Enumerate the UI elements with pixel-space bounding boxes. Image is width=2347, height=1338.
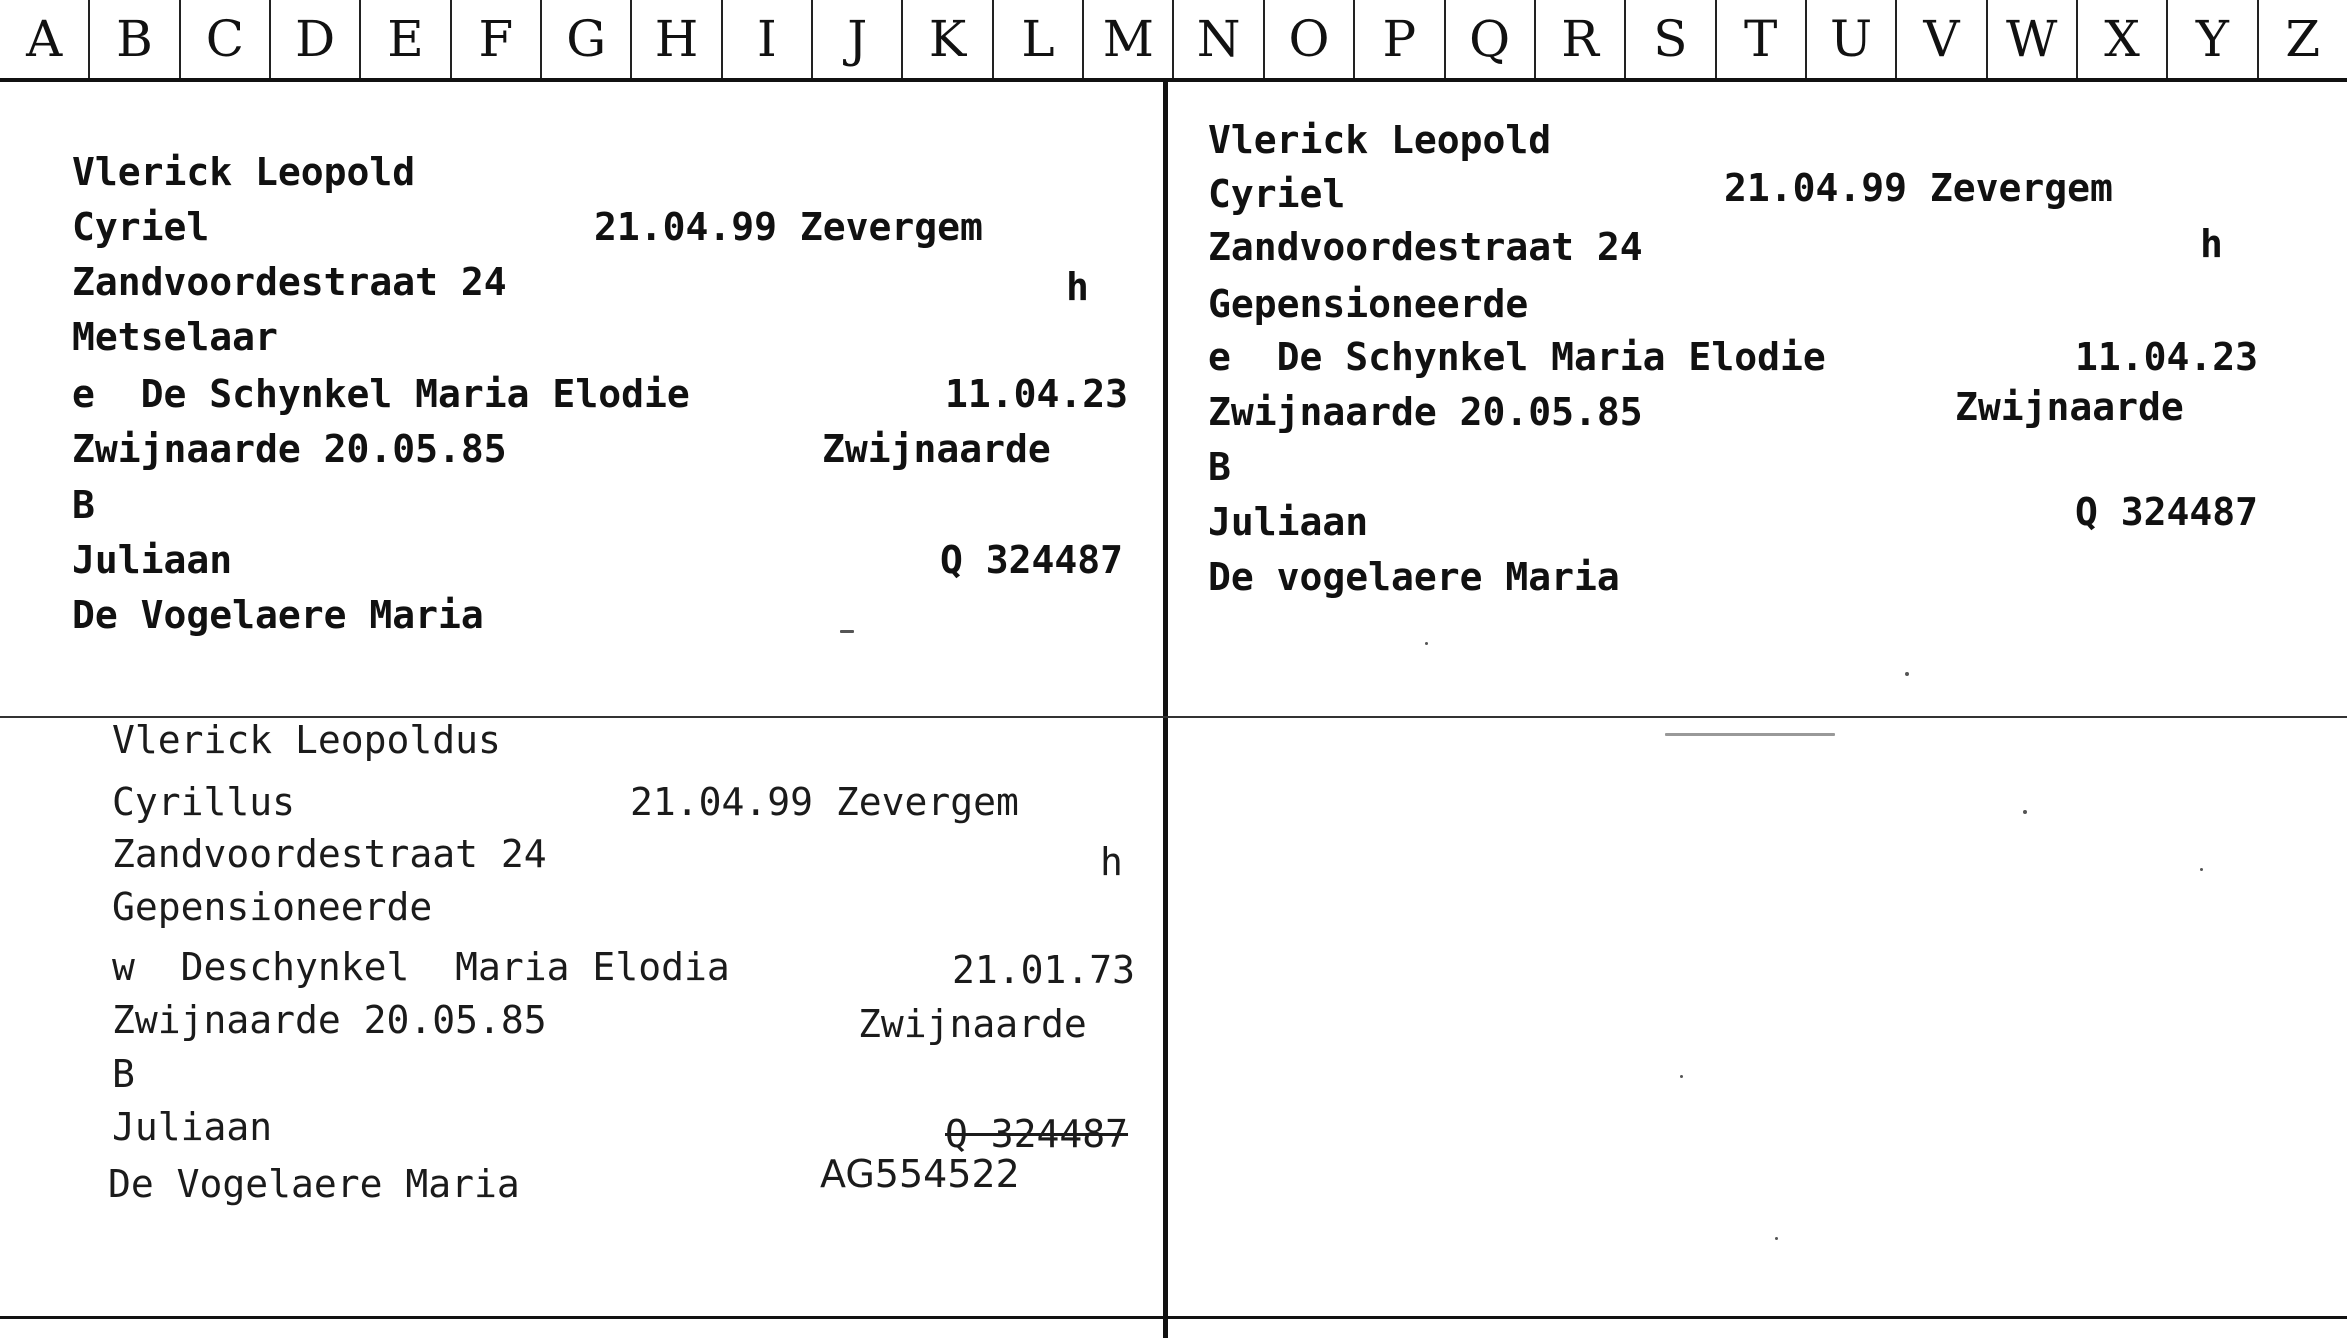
name-field: Vlerick Leopold	[1208, 118, 1552, 162]
mark-field: h	[1066, 265, 1089, 309]
index-letter-d: D	[271, 0, 361, 78]
street-field: Zandvoordestraat 24	[112, 832, 547, 876]
index-letter-y: Y	[2168, 0, 2258, 78]
index-letter-m: M	[1084, 0, 1174, 78]
index-letter-t: T	[1717, 0, 1807, 78]
scan-speck	[1775, 1237, 1778, 1240]
index-letter-f: F	[452, 0, 542, 78]
place-field: Zwijnaarde	[858, 1002, 1087, 1046]
alphabet-index	[0, 0, 2347, 78]
street-field: Zandvoordestraat 24	[72, 260, 507, 304]
index-letter-z: Z	[2285, 10, 2321, 68]
index-letter-v: V	[1897, 0, 1987, 78]
name-field: Vlerick Leopoldus	[112, 718, 501, 762]
code-field: B	[72, 483, 95, 527]
scan-speck	[2023, 810, 2027, 814]
scan-speck	[2200, 868, 2203, 871]
second-name-field: Cyrillus	[112, 780, 296, 824]
mother-field: De vogelaere Maria	[1208, 555, 1620, 599]
index-letter-i: I	[723, 0, 813, 78]
spouse-field: w Deschynkel Maria Elodia	[112, 945, 730, 989]
father-field: Juliaan	[1208, 500, 1369, 544]
new-id-number: AG554522	[820, 1152, 1020, 1196]
second-name-field: Cyriel	[1208, 172, 1346, 216]
spouse-date-field: 11.04.23	[2075, 335, 2259, 379]
index-letter-p: P	[1355, 0, 1445, 78]
scan-speck	[1665, 733, 1835, 736]
index-letter-w: W	[1988, 0, 2078, 78]
mother-field: De Vogelaere Maria	[72, 593, 484, 637]
mark-field: h	[1100, 840, 1123, 884]
index-letter-g: G	[542, 0, 632, 78]
index-letter-a: A	[0, 0, 90, 78]
spouse-date-field: 21.01.73	[952, 948, 1136, 992]
index-letter-r: R	[1536, 0, 1626, 78]
street-field: Zandvoordestraat 24	[1208, 225, 1643, 269]
code-field: B	[1208, 445, 1231, 489]
birth-field: 21.04.99 Zevergem	[594, 205, 983, 249]
mark-field: h	[2200, 222, 2223, 266]
mother-field: De Vogelaere Maria	[108, 1162, 520, 1206]
scan-speck	[1905, 672, 1909, 676]
registration-field: Zwijnaarde 20.05.85	[72, 427, 507, 471]
occupation-field: Gepensioneerde	[1208, 282, 1529, 326]
name-field: Vlerick Leopold	[72, 150, 416, 194]
index-letter-q: Q	[1446, 0, 1536, 78]
occupation-field: Gepensioneerde	[112, 885, 433, 929]
index-letter-b: B	[90, 0, 180, 78]
scan-speck	[840, 630, 854, 633]
index-letter-x: X	[2078, 0, 2168, 78]
registration-field: Zwijnaarde 20.05.85	[1208, 390, 1643, 434]
scan-speck	[1425, 642, 1428, 645]
index-letter-u: U	[1807, 0, 1897, 78]
index-letter-h: H	[632, 0, 722, 78]
second-name-field: Cyriel	[72, 205, 210, 249]
id-number-field: Q 324487	[2075, 490, 2259, 534]
index-letter-l: L	[994, 0, 1084, 78]
struck-id-number: Q 324487	[945, 1112, 1129, 1156]
index-letter-s: S	[1626, 0, 1716, 78]
scan-speck	[1680, 1075, 1683, 1078]
vertical-divider	[1163, 80, 1168, 1338]
bottom-rule	[0, 1316, 2347, 1319]
birth-field: 21.04.99 Zevergem	[1724, 166, 2113, 210]
index-letter-j: J	[813, 0, 903, 78]
index-letter-o: O	[1265, 0, 1355, 78]
father-field: Juliaan	[72, 538, 233, 582]
spouse-date-field: 11.04.23	[945, 372, 1129, 416]
index-letter-e: E	[361, 0, 451, 78]
birth-field: 21.04.99 Zevergem	[630, 780, 1019, 824]
index-letter-c: C	[181, 0, 271, 78]
index-bottom-rule	[0, 78, 2347, 82]
place-field: Zwijnaarde	[1955, 385, 2184, 429]
occupation-field: Metselaar	[72, 315, 278, 359]
index-letter-k: K	[903, 0, 993, 78]
index-letter-n: N	[1174, 0, 1264, 78]
id-number-field: Q 324487	[940, 538, 1124, 582]
spouse-field: e De Schynkel Maria Elodie	[72, 372, 690, 416]
registration-field: Zwijnaarde 20.05.85	[112, 998, 547, 1042]
spouse-field: e De Schynkel Maria Elodie	[1208, 335, 1826, 379]
place-field: Zwijnaarde	[822, 427, 1051, 471]
father-field: Juliaan	[112, 1105, 273, 1149]
code-field: B	[112, 1052, 135, 1096]
